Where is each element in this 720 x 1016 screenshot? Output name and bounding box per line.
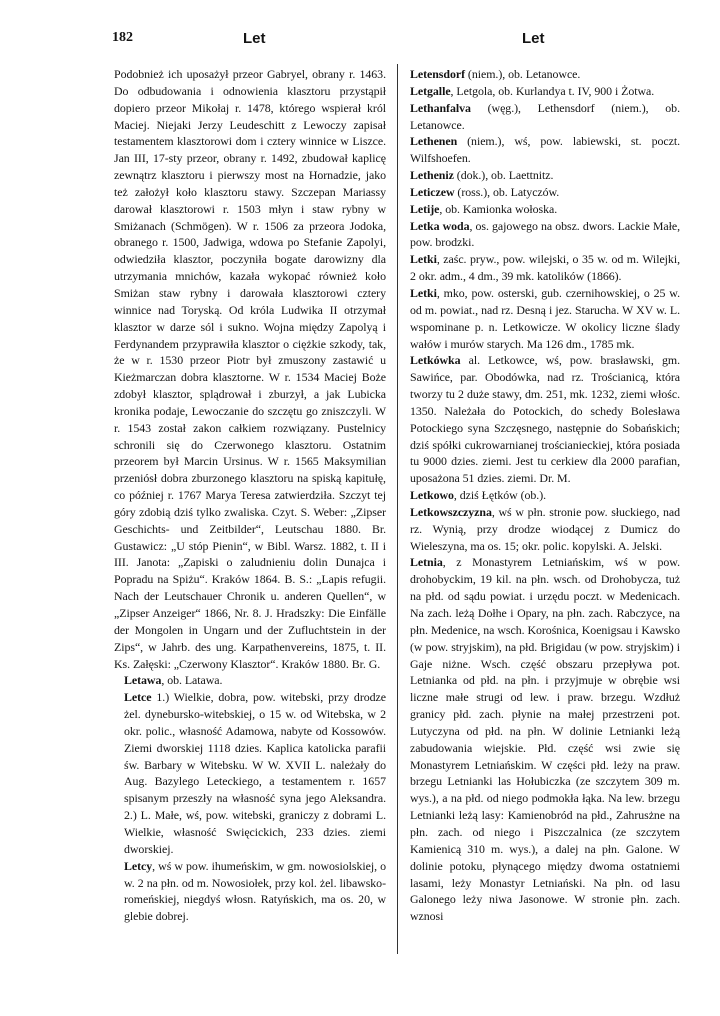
entry-letije bbox=[400, 201, 680, 218]
running-head-right: Let bbox=[522, 30, 545, 47]
right-column bbox=[400, 66, 680, 925]
entry-letcy bbox=[114, 858, 386, 925]
entry-headword: Letki bbox=[410, 252, 437, 267]
entry-text: (ross.), ob. Latyczów. bbox=[454, 184, 560, 199]
entry-headword: Lethenen bbox=[410, 134, 458, 149]
column-divider bbox=[397, 64, 398, 954]
entry-letki-2 bbox=[400, 285, 680, 352]
entry-headword: Letawa bbox=[124, 673, 162, 688]
entry-text: al. Letkowce, wś, pow. brasławski, gm. Sawińce, par. Obodówka, nad rz. Trościanicą, która tworzy tu 2 duże stawy, dm. 251, mk. 1232, ziemi włośc. 1350. Należała do Potockich, do schedy Bolesława Potockiego syna Szczęsnego, następnie do Sobańskich; dziś spółki cukrowarnianej trościanieckiej, która posiada tu 9000 dzies. ziemi. Jest tu cerkiew dla 2000 parafian, uposażona 51 dzies. ziemi. Dr. M. bbox=[410, 353, 680, 486]
entry-text: , wś w płn. stronie pow. słuckiego, nad rz. Wynią, przy drodze wiodącej z Dumicz do Wieleszyna, ma os. 15; okr. polic. kopylski. A. Jelski. bbox=[410, 504, 680, 553]
entry-text: (dok.), ob. Laettnitz. bbox=[453, 168, 554, 183]
page-header bbox=[0, 26, 720, 52]
entry-letawa bbox=[114, 672, 386, 689]
entry-text: , Letgola, ob. Kurlandya t. IV, 900 i Żotwa. bbox=[450, 83, 655, 98]
entry-lethenen bbox=[400, 133, 680, 167]
entry-text: , wś w pow. ihumeńskim, w gm. nowosiolskiej, o w. 2 na płn. od m. Nowosiołek, przy kol. żel. libawsko-romeńskiej, niegdyś włosn. Ratyńskich, ma os. 20, w glebie dobrej. bbox=[124, 858, 386, 924]
entry-text: (niem.), ob. Letanowce. bbox=[464, 67, 581, 81]
entry-letkowka bbox=[400, 352, 680, 487]
entry-letki-1 bbox=[400, 251, 680, 285]
entry-letensdorf bbox=[400, 66, 680, 83]
entry-headword: Letensdorf bbox=[410, 67, 465, 81]
running-head-left: Let bbox=[243, 30, 266, 47]
entry-text: , ob. Kamionka wołoska. bbox=[439, 201, 558, 216]
entry-headword: Letce bbox=[124, 690, 152, 705]
entry-text: Podobnież ich uposażył przeor Gabryel, obrany r. 1463. Do odbudowania i odnowienia klasztoru przystąpił dopiero przeor Mikołaj r. 1478, którego wspierał król Maciej. Niejaki Jerzy Leudeschitt z Lewoczy zapisał testamentem klasztorowi dom i cztery winnice w Liszce. Jan III, 17-sty przeor, obrany r. 1492, zbudował kaplicę zewnątrz klasztoru i pierwszy most na Hornadzie, jako też założył koło klasztoru stawy. Szczepan Mariassy darował klasztorowi r. 1503 młyn i staw rybny w Smiżanach (Schmögen). W r. 1506 za przeora Jodoka, obranego r. 1500, Jadwiga, wdowa po Stefanie Zapolyi, odwiedziła klasztor, poczyniła bogate darowizny dla utrzymania mnichów, kazała wykopać również koło Smiżan staw rybny i darowała klasztorowi cztery winnice nad Toryską. Od króla Ludwika II otrzymał klasztor w darze sól i sukno. Wojna między Zapolyą i Ferdynandem przyprawiła klasztor o ciężkie szkody, tak, że w r. 1530 przeor Piotr był zmuszony zastawić u Kieżmarczan dobra klasztorne. W r. 1534 Maciej Boże zdobył klasztor, splądrował i zburzył, a jak Lubicka kronika podaje, Lewoczanie do szczętu go zniszczyli. W r. 1543 został zakon całkiem rozwiązany. Pustelnicy schronili się do Czerwonego klasztoru. Ostatnim przeorem był Marcin Ursinus. W r. 1565 Maksymilian przeniósł dobra zburzonego klasztoru na spiską kapitułę, co później r. 1767 Marya Teresa zatwierdziła. Szczyt tej góry zdobią dziś tylko zwaliska. Czyt. S. Weber: „Zipser Geschichts- und Zeitbilder“, Leutschau 1880. Br. Gustawicz: „U stóp Pienin“, w Bibl. Warsz. 1882, t. II i III. Janota: „Zapiski o zaludnieniu dolin Dunajca i Popradu na Spiżu“. Kraków 1864. B. S.: „Lapis refugii. Nach der Leutschauer Chronik u. anderen Quellen“, w „Zipser Anzeiger“ 1866, Nr. 8. J. Hradszky: Die Einfälle der Mongolen in Ungarn und der Zufluchtstein in der Zips“, w Jahrb. des ung. Karpathenvereins, 1875, t. II. Ks. Załęski: „Czerwony Klasztor“. Kraków 1880. Br. G. bbox=[114, 67, 386, 671]
entry-text: 1.) Wielkie, dobra, pow. witebski, przy drodze żel. dynebursko-witebskiej, o 15 w. od Witebska, w 2 okr. polic., własność Adamowa, nabyte od Kossowów. Ziemi dworskiej 1118 dzies. Kaplica katolicka parafii św. Barbary w Witebsku. W W. XVII L. należały do Aug. Bazylego Leteckiego, a testamentem r. 1657 spisanym przeszły na własność syna jego Aleksandra. 2.) L. Małe, wś, pow. witebski, graniczy z dobrami L. Wielkie, własność Swięcickich, 233 dzies. ziemi dworskiej. bbox=[124, 690, 386, 856]
entry-letka-woda bbox=[400, 218, 680, 252]
entry-lethanfalva bbox=[400, 100, 680, 134]
entry-cont bbox=[114, 66, 386, 672]
entry-headword: Letkówka bbox=[410, 353, 461, 368]
entry-letheniz bbox=[400, 167, 680, 184]
entry-letkowszczyzna bbox=[400, 504, 680, 555]
entry-headword: Letcy bbox=[124, 858, 153, 873]
entry-text: , mko, pow. osterski, gub. czernihowskiej, o 25 w. od m. powiat., nad rz. Desną i jez. Starucha. W XV w. L. wspominane p. n. Letkowicze. W okolicy liczne ślady wałów i murów starych. Ma 126 dm., 1785 mk. bbox=[410, 285, 680, 351]
entry-letce bbox=[114, 689, 386, 857]
entry-headword: Letheniz bbox=[410, 168, 454, 183]
entry-headword: Letka woda bbox=[410, 218, 470, 233]
entry-headword: Letnia bbox=[410, 555, 443, 570]
entry-text: , zaśc. pryw., pow. wilejski, o 35 w. od m. Wilejki, 2 okr. adm., 4 dm., 39 mk. katolików (1866). bbox=[410, 252, 680, 284]
entry-text: (niem.), wś, pow. labiewski, st. poczt. Wilfshoefen. bbox=[410, 134, 680, 166]
entry-letkowo bbox=[400, 487, 680, 504]
entry-leticzew bbox=[400, 184, 680, 201]
entry-headword: Letkowo bbox=[410, 488, 454, 503]
entry-text: , ob. Latawa. bbox=[161, 673, 223, 688]
entry-letnia bbox=[400, 554, 680, 925]
entry-headword: Letije bbox=[410, 201, 440, 216]
entry-headword: Leticzew bbox=[410, 184, 455, 199]
page-number: 182 bbox=[112, 30, 133, 45]
entry-headword: Lethanfalva bbox=[410, 100, 471, 115]
entry-headword: Letgalle bbox=[410, 83, 451, 98]
left-column bbox=[114, 66, 386, 925]
entry-text: , z Monastyrem Letniańskim, wś w pow. drohobyckim, 19 kil. na płn. wsch. od Drohobycza, tuż na płd. od sądu powiat. i urzędu poczt. w Medenicach. Na zach. leżą Dołhe i Opary, na płn. zach. Rabczyce, na płn. Medenice, na wsch. Korośnica, Koenigsau i Kawsko (w pow. stryjskim), na płd. Brigidau (w pow. stryjskim) i Gaje niżne. Wsch. część obszaru przepływa pot. Letnianka od płd. na płn. i przyjmuje w obrębie wsi liczne małe strugi od lew. i praw. brzegu. Wzdłuż granicy płd. zach. płynie na małej przestrzeni pot. Lutyczyna od płd. na płn. W dolinie Letnianki leżą zabudowania wiejskie. Płd. część wsi zwie się Monastyrem Letniańskim. W części płd. leży na praw. brzegu Letnianki las Hołubiczka (ze szczytem 309 m. wys.), a na płd. od niego podmokła łąka. Na lew. brzegu Letnianki leżą lasy: Kamienobród na płd., Zahrusżne na płn. zach. od niego i Piszczalnica (ze szczytem Kamienicą 310 m. wys.), a dalej na płn. Galone. W dolinie potoku, płynącego między dwoma ostatniemi lasami, leży Monastyr Letniański. Na płn. od lasu Galonego leży niwa Jasonowe. W stronie płn. zach. wznosi bbox=[410, 555, 680, 924]
entry-text: (węg.), Lethensdorf (niem.), ob. Letanowce. bbox=[410, 100, 680, 132]
entry-letgalle bbox=[400, 83, 680, 100]
entry-text: , os. gajowego na obsz. dwors. Lackie Małe, pow. brodzki. bbox=[410, 218, 680, 250]
entry-text: , dziś Łętków (ob.). bbox=[453, 488, 547, 503]
entry-headword: Letkowszczyzna bbox=[410, 504, 492, 519]
entry-headword: Letki bbox=[410, 285, 437, 300]
